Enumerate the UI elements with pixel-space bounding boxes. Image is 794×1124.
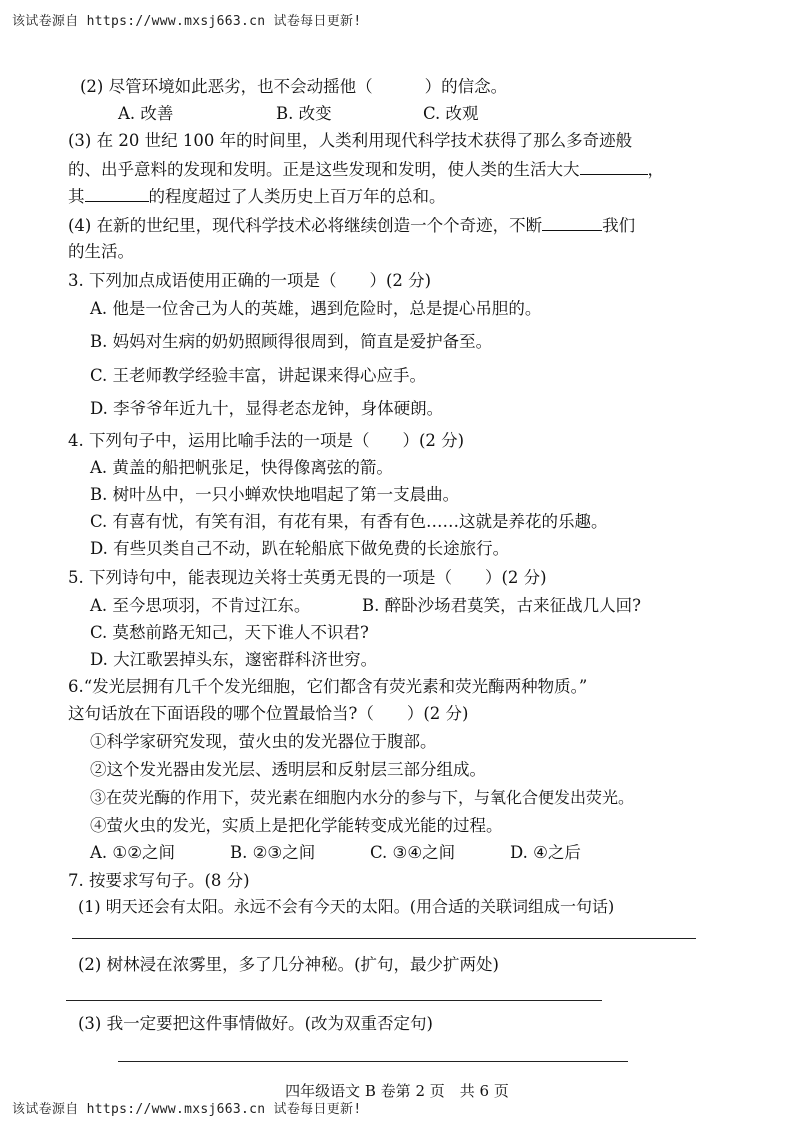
q4-option-c: C. 有喜有忧，有笑有泪，有花有果，有香有色……这就是养花的乐趣。 bbox=[90, 512, 608, 531]
q6-option-a: A. ①②之间 bbox=[90, 843, 175, 862]
q2-s3-blank-1[interactable] bbox=[580, 158, 648, 175]
q3-stem: 3. 下列加点成语使用正确的一项是（ ）(2 分) bbox=[68, 271, 432, 290]
q2-s2-after: ）的信念。 bbox=[424, 77, 508, 96]
q2-s3-line2-text: 的、出乎意料的发现和发明。正是这些发现和发明，使人类的生活大大 bbox=[68, 160, 580, 179]
q2-s3-line2 bbox=[68, 158, 664, 181]
q2-s4-line1 bbox=[68, 214, 635, 237]
q7-stem: 7. 按要求写句子。(8 分) bbox=[68, 871, 250, 890]
watermark-bottom: 该试卷源自 https://www.mxsj663.cn 试卷每日更新! bbox=[12, 1102, 362, 1117]
q2-s2-line bbox=[80, 76, 507, 98]
q6-item-2: ②这个发光器由发光层、透明层和反射层三部分组成。 bbox=[90, 760, 486, 779]
q6-option-c: C. ③④之间 bbox=[370, 843, 456, 862]
q5-stem: 5. 下列诗句中，能表现边关将士英勇无畏的一项是（ ）(2 分) bbox=[68, 568, 547, 587]
q2-s3-blank-2[interactable] bbox=[85, 185, 149, 202]
q6-item-3: ③在荧光酶的作用下，荧光素在细胞内水分的参与下，与氧化合便发出荧光。 bbox=[90, 788, 635, 807]
page-footer: 四年级语文 B 卷第 2 页 共 6 页 bbox=[285, 1082, 509, 1100]
q5-option-d: D. 大江歌罢掉头东，邃密群科济世穷。 bbox=[90, 650, 378, 669]
q3-option-d: D. 李爷爷年近九十，显得老态龙钟，身体硬朗。 bbox=[90, 399, 444, 418]
q2-s2-option-c: C. 改观 bbox=[423, 104, 479, 123]
q7-s3-answer-line[interactable] bbox=[118, 1061, 628, 1062]
q3-option-a: A. 他是一位舍己为人的英雄，遇到危险时，总是提心吊胆的。 bbox=[90, 299, 542, 318]
q6-item-4: ④萤火虫的发光，实质上是把化学能转变成光能的过程。 bbox=[90, 816, 503, 835]
q6-item-1: ①科学家研究发现，萤火虫的发光器位于腹部。 bbox=[90, 732, 437, 751]
q6-option-b: B. ②③之间 bbox=[230, 843, 316, 862]
q3-option-c: C. 王老师教学经验丰富，讲起课来得心应手。 bbox=[90, 366, 427, 385]
q2-s3-line2-comma: ， bbox=[647, 160, 664, 179]
q6-stem-line2: 这句话放在下面语段的哪个位置最恰当?（ ）(2 分) bbox=[68, 704, 469, 723]
q7-s1-answer-line[interactable] bbox=[72, 938, 696, 939]
q6-option-d: D. ④之后 bbox=[510, 843, 581, 862]
q2-s3-line3-start: 其 bbox=[68, 187, 85, 206]
q2-s3-line3-text: 的程度超过了人类历史上百万年的总和。 bbox=[148, 187, 446, 206]
q4-option-b: B. 树叶丛中，一只小蝉欢快地唱起了第一支晨曲。 bbox=[90, 485, 460, 504]
q4-option-a: A. 黄盖的船把帆张足，快得像离弦的箭。 bbox=[90, 458, 393, 477]
q2-s2-before: (2) 尽管环境如此恶劣，也不会动摇他（ bbox=[80, 77, 373, 96]
q2-s4-line1-text: (4) 在新的世纪里，现代科学技术必将继续创造一个个奇迹，不断 bbox=[68, 216, 543, 235]
q2-s3-line3 bbox=[68, 185, 446, 208]
q5-option-a: A. 至今思项羽，不肯过江东。 bbox=[90, 596, 311, 615]
q2-s4-blank[interactable] bbox=[542, 214, 602, 231]
q6-stem-line1: 6.“发光层拥有几千个发光细胞，它们都含有荧光素和荧光酶两种物质。” bbox=[68, 677, 588, 696]
q7-s2-answer-line[interactable] bbox=[66, 1000, 602, 1001]
q2-s4-line1-end: 我们 bbox=[602, 216, 636, 235]
q7-s3: (3) 我一定要把这件事情做好。(改为双重否定句) bbox=[78, 1014, 433, 1033]
q7-s2: (2) 树林浸在浓雾里，多了几分神秘。(扩句，最少扩两处) bbox=[78, 955, 499, 974]
q4-option-d: D. 有些贝类自己不动，趴在轮船底下做免费的长途旅行。 bbox=[90, 539, 510, 558]
q7-s1: (1) 明天还会有太阳。永远不会有今天的太阳。(用合适的关联词组成一句话) bbox=[78, 897, 615, 916]
q3-option-b: B. 妈妈对生病的奶奶照顾得很周到，简直是爱护备至。 bbox=[90, 332, 493, 351]
watermark-top: 该试卷源自 https://www.mxsj663.cn 试卷每日更新! bbox=[12, 14, 362, 29]
q4-stem: 4. 下列句子中，运用比喻手法的一项是（ ）(2 分) bbox=[68, 431, 465, 450]
q2-s2-option-a: A. 改善 bbox=[118, 104, 174, 123]
q5-option-b: B. 醉卧沙场君莫笑，古来征战几人回? bbox=[362, 596, 641, 615]
q2-s4-line2: 的生活。 bbox=[68, 242, 134, 261]
q5-option-c: C. 莫愁前路无知己，天下谁人不识君? bbox=[90, 623, 369, 642]
q2-s2-option-b: B. 改变 bbox=[276, 104, 332, 123]
q2-s3-line1: (3) 在 20 世纪 100 年的时间里，人类利用现代科学技术获得了那么多奇迹般 bbox=[68, 131, 633, 150]
